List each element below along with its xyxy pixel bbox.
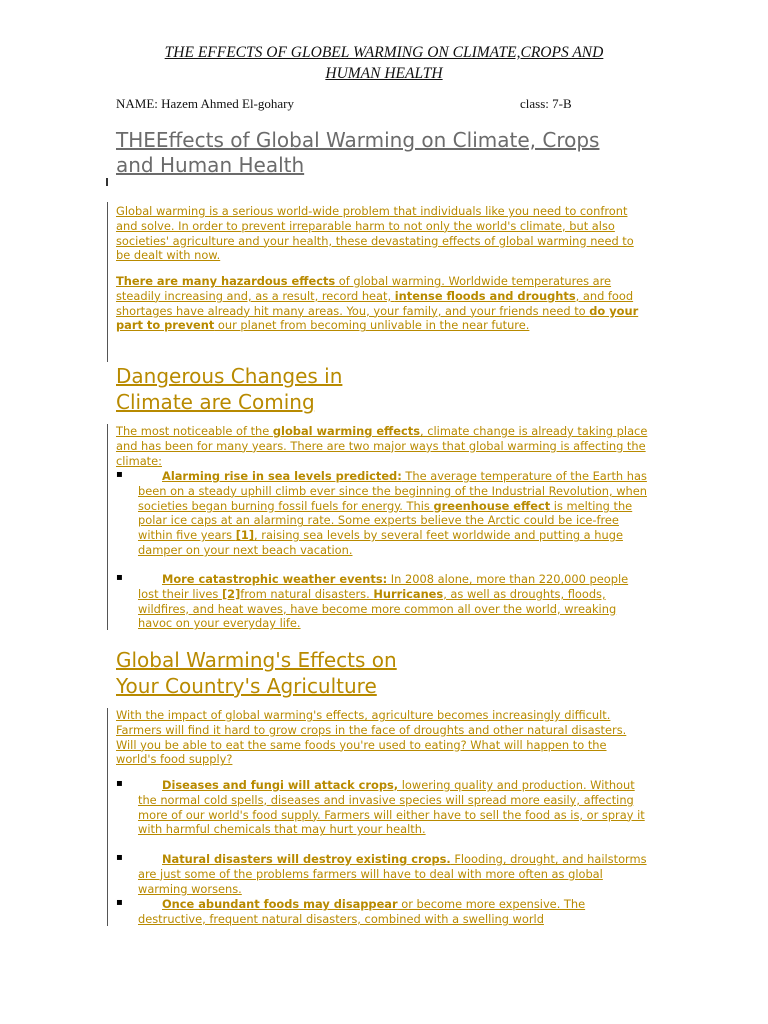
text: Flooding, drought, and hailstorms are just some of the problems farmers will have to deal with more often as global warming worsens. <box>138 852 647 896</box>
student-class: class: 7-B <box>520 96 572 111</box>
section-heading-climate <box>116 363 342 415</box>
reference-link[interactable]: [1] <box>235 528 255 543</box>
bullet-icon: ▪ <box>116 572 123 583</box>
list-item <box>116 572 652 631</box>
emphasis: greenhouse effect <box>433 498 551 513</box>
emphasis: Hurricanes <box>373 586 444 601</box>
text: The average temperature of the Earth has been on a steady uphill climb ever since the beginning of the Industrial Revolution, when societies began burning fossil fuels for energy. This <box>138 469 647 513</box>
text: our planet from becoming unlivable in the near future. <box>214 318 530 333</box>
margin-rule <box>107 202 108 362</box>
document-title <box>110 42 658 84</box>
reference-link[interactable]: [2] <box>221 586 241 601</box>
section-heading-agriculture <box>116 647 397 699</box>
heading-line: Global Warming's Effects on <box>116 648 397 672</box>
list-item <box>116 469 652 558</box>
text: from natural disasters. <box>240 586 374 601</box>
emphasis: Once abundant foods may disappear <box>162 897 398 911</box>
margin-rule <box>107 708 108 926</box>
text: , climate change is already taking place and has been for many years. There are two major ways that global warming is affecting the climate: <box>116 424 648 468</box>
emphasis: intense floods and droughts <box>394 288 576 303</box>
list-item <box>116 897 652 927</box>
bullet-icon: ▪ <box>116 897 123 908</box>
title-line-1: THE EFFECTS OF GLOBEL WARMING ON CLIMATE,CROPS AND <box>164 44 604 61</box>
cursor-mark <box>106 178 108 186</box>
emphasis: Alarming rise in sea levels predicted: <box>162 469 402 483</box>
emphasis: Diseases and fungi will attack crops, <box>162 778 399 792</box>
text: or become more expensive. The destructive, frequent natural disasters, combined with a swelling world <box>138 897 586 926</box>
text: In 2008 alone, more than 220,000 people lost their lives <box>138 572 629 601</box>
title-line-2: HUMAN HEALTH <box>325 65 443 82</box>
text: is melting the polar ice caps at an alarming rate. Some experts believe the Arctic could be ice-free within five years <box>138 498 633 543</box>
margin-rule <box>107 424 108 630</box>
intro-paragraph: Global warming is a serious world-wide problem that individuals like you need to confront and solve. In order to prevent irreparable harm to not only the world's climate, but also societies' agriculture and your health, these devastating effects of global warming need to be dealt with now. <box>116 204 634 263</box>
emphasis: global warming effects <box>272 424 420 438</box>
emphasis: More catastrophic weather events: <box>162 572 388 586</box>
main-heading-line-1: THEEffects of Global Warming on Climate, Crops <box>116 128 600 152</box>
list-item <box>116 778 652 837</box>
bullet-icon: ▪ <box>116 469 123 480</box>
text: lowering quality and production. Without the normal cold spells, diseases and invasive species will spread more easily, affecting more of our world's food supply. Farmers will either have to sell the food as is, or spray it with harmful chemicals that may hurt your health. <box>138 778 645 837</box>
main-heading-line-2: and Human Health <box>116 153 305 177</box>
hazards-paragraph <box>116 274 650 333</box>
student-name: NAME: Hazem Ahmed El-gohary <box>116 96 294 111</box>
emphasis: do your part to prevent <box>116 303 639 333</box>
text: , as well as droughts, floods, wildfires, and heat waves, have become more common all over the world, wreaking havoc on your everyday life. <box>138 586 617 631</box>
heading-line: Your Country's Agriculture <box>116 674 377 698</box>
agriculture-paragraph: With the impact of global warming's effects, agriculture becomes increasingly difficult. Farmers will find it hard to grow crops in the face of droughts and other natural disasters. Will you be able to eat the same foods you're used to eating? What will happen to the world's food supply? <box>116 708 627 767</box>
main-heading <box>116 128 646 178</box>
bullet-icon: ▪ <box>116 852 123 863</box>
heading-line: Dangerous Changes in <box>116 364 343 388</box>
text: , and food shortages have already hit many areas. You, your family, and your friends need to <box>116 288 634 318</box>
bullet-icon: ▪ <box>116 778 123 789</box>
emphasis: Natural disasters will destroy existing crops. <box>162 852 451 866</box>
emphasis: There are many hazardous effects <box>116 274 336 288</box>
text: , raising sea levels by several feet worldwide and putting a huge damper on your next beach vacation. <box>138 528 623 557</box>
student-info <box>116 96 656 112</box>
list-item <box>116 852 652 896</box>
text: The most noticeable of the <box>116 424 273 438</box>
heading-line: Climate are Coming <box>116 390 315 414</box>
text: of global warming. Worldwide temperatures are steadily increasing and, as a result, record heat, <box>116 274 612 303</box>
climate-paragraph <box>116 424 650 468</box>
